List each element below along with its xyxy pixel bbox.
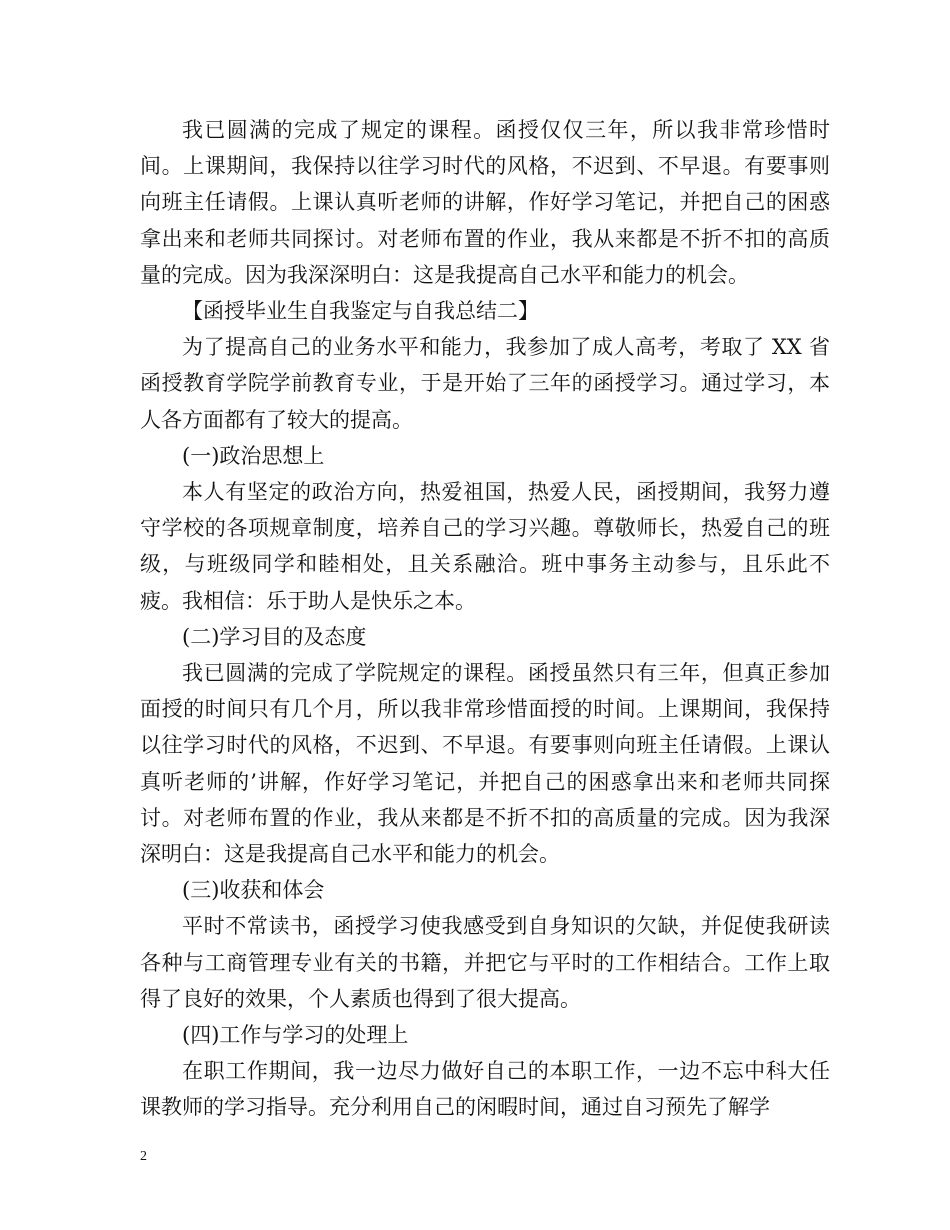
subheading-political-thought: (一)政治思想上 [182, 443, 325, 468]
subheading-gains: (三)收获和体会 [182, 878, 325, 903]
paragraph-political-thought: 本人有坚定的政治方向，热爱祖国，热爱人民，函授期间，我努力遵守学校的各项规章制度，培养自己的学习兴趣。尊敬师长，热爱自己的班级，与班级同学和睦相处，且关系融洽。班中事务主动参与，且乐此不疲。我相信：乐于助人是快乐之本。 [140, 480, 830, 613]
paragraph-gains: 平时不常读书，函授学习使我感受到自身知识的欠缺，并促使我研读各种与工商管理专业有关的书籍，并把它与平时的工作相结合。工作上取得了良好的效果，个人素质也得到了很大提高。 [140, 914, 830, 1011]
subheading-study-attitude: (二)学习目的及态度 [182, 624, 367, 649]
paragraph-study-attitude: 我已圆满的完成了学院规定的课程。函授虽然只有三年，但真正参加面授的时间只有几个月，所以我非常珍惜面授的时间。上课期间，我保持以往学习时代的风格，不迟到、不早退。有要事则向班主任请假。上课认真听老师的’讲解，作好学习笔记，并把自己的困惑拿出来和老师共同探讨。对老师布置的作业，我从来都是不折不扣的高质量的完成。因为我深深明白：这是我提高自己水平和能力的机会。 [140, 661, 830, 867]
paragraph-work-study-balance: 在职工作期间，我一边尽力做好自己的本职工作，一边不忘中科大任课教师的学习指导。充分利用自己的闲暇时间，通过自习预先了解学 [140, 1059, 830, 1120]
document-body [140, 112, 830, 1126]
paragraph-course-completion: 我已圆满的完成了规定的课程。函授仅仅三年，所以我非常珍惜时间。上课期间，我保持以往学习时代的风格，不迟到、不早退。有要事则向班主任请假。上课认真听老师的讲解，作好学习笔记，并把自己的困惑拿出来和老师共同探讨。对老师布置的作业，我从来都是不折不扣的高质量的完成。因为我深深明白：这是我提高自己水平和能力的机会。 [140, 118, 830, 287]
subheading-work-study-balance: (四)工作与学习的处理上 [182, 1023, 409, 1048]
section-heading-summary-two: 【函授毕业生自我鉴定与自我总结二】 [182, 299, 539, 324]
page-number: 2 [140, 1149, 147, 1164]
paragraph-introduction: 为了提高自己的业务水平和能力，我参加了成人高考，考取了 XX 省函授教育学院学前教育专业，于是开始了三年的函授学习。通过学习，本人各方面都有了较大的提高。 [140, 335, 830, 432]
